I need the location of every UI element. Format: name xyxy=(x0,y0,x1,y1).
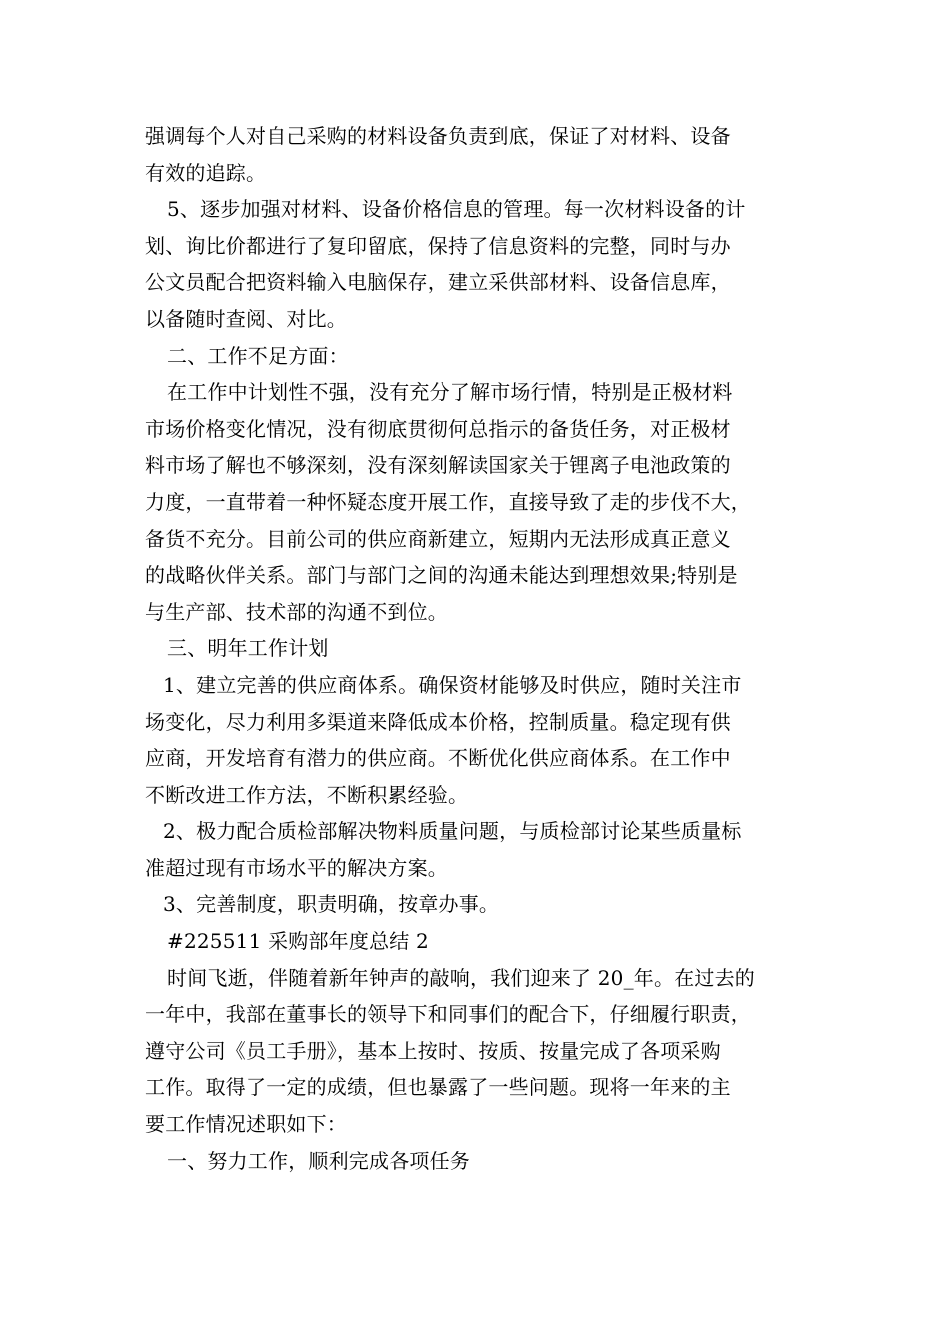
text-line: 划、询比价都进行了复印留底，保持了信息资料的完整，同时与办 xyxy=(145,233,731,258)
text-line: 不断改进工作方法，不断积累经验。 xyxy=(145,782,469,807)
document-title: #225511 采购部年度总结 2 xyxy=(167,929,429,954)
text-line: 的战略伙伴关系。部门与部门之间的沟通未能达到理想效果;特别是 xyxy=(145,563,738,588)
text-line: 在工作中计划性不强，没有充分了解市场行情，特别是正极材料 xyxy=(167,380,733,405)
section-heading: 三、明年工作计划 xyxy=(167,636,329,661)
text-line: 准超过现有市场水平的解决方案。 xyxy=(145,855,448,880)
text-line: 以备随时查阅、对比。 xyxy=(145,306,347,331)
text-line: 力度，一直带着一种怀疑态度开展工作，直接导致了走的步伐不大， xyxy=(145,489,751,514)
text-line: 场变化，尽力利用多渠道来降低成本价格，控制质量。稳定现有供 xyxy=(145,709,731,734)
section-heading: 二、工作不足方面： xyxy=(167,343,349,368)
document-body xyxy=(145,118,835,1179)
text-line: 市场价格变化情况，没有彻底贯彻何总指示的备货任务，对正极材 xyxy=(145,416,731,441)
text-line: 遵守公司《员工手册》，基本上按时、按质、按量完成了各项采购 xyxy=(145,1038,721,1063)
text-line: 2、极力配合质检部解决物料质量问题，与质检部讨论某些质量标 xyxy=(163,819,742,844)
text-line: 料市场了解也不够深刻，没有深刻解读国家关于锂离子电池政策的 xyxy=(145,453,731,478)
text-line: 1、建立完善的供应商体系。确保资材能够及时供应，随时关注市 xyxy=(163,672,742,697)
text-line: 与生产部、技术部的沟通不到位。 xyxy=(145,599,448,624)
text-line: 3、完善制度，职责明确，按章办事。 xyxy=(163,892,500,917)
section-heading: 一、努力工作，顺利完成各项任务 xyxy=(167,1148,470,1173)
text-line: 要工作情况述职如下： xyxy=(145,1112,347,1137)
text-line: 时间飞逝，伴随着新年钟声的敲响，我们迎来了 20_年。在过去的 xyxy=(167,965,756,990)
text-line: 一年中，我部在董事长的领导下和同事们的配合下，仔细履行职责， xyxy=(145,1002,751,1027)
text-line: 有效的追踪。 xyxy=(145,160,267,185)
text-line: 备货不充分。目前公司的供应商新建立，短期内无法形成真正意义 xyxy=(145,526,731,551)
text-line: 5、逐步加强对材料、设备价格信息的管理。每一次材料设备的计 xyxy=(167,197,746,222)
text-line: 工作。取得了一定的成绩，但也暴露了一些问题。现将一年来的主 xyxy=(145,1075,731,1100)
text-line: 公文员配合把资料输入电脑保存，建立采供部材料、设备信息库， xyxy=(145,270,731,295)
text-line: 应商，开发培育有潜力的供应商。不断优化供应商体系。在工作中 xyxy=(145,746,731,771)
text-line: 强调每个人对自己采购的材料设备负责到底，保证了对材料、设备 xyxy=(145,124,731,148)
